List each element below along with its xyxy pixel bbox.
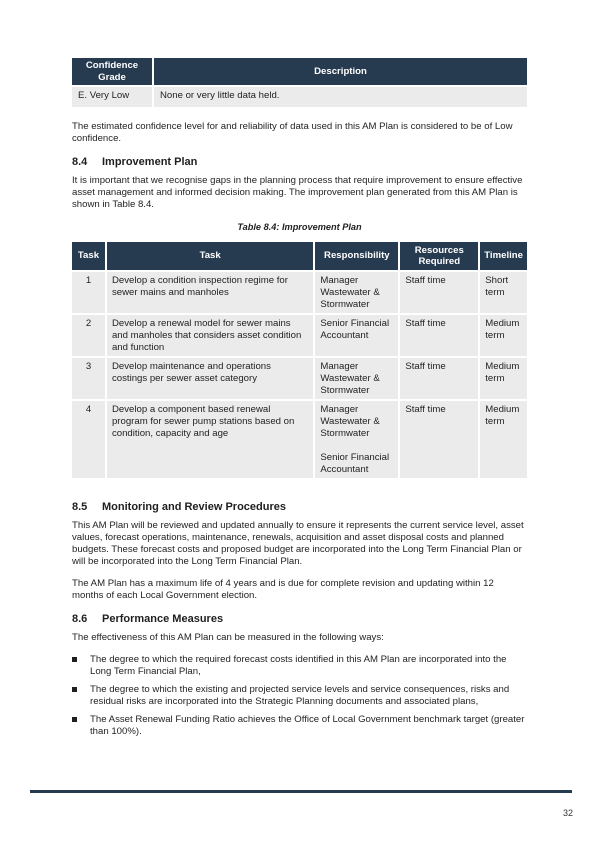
list-item — [72, 714, 527, 738]
table-caption: Table 8.4: Improvement Plan — [237, 222, 362, 232]
improvement-plan-paragraph: It is important that we recognise gaps in the planning process that require improvement to ensure effective asset management and informed decision making. The improvement plan generated from this AM Plan is shown in Table 8.4. — [72, 175, 523, 210]
bullet-square-icon — [72, 717, 77, 722]
task-resources: Staff time — [400, 313, 480, 356]
task-description: Develop a renewal model for sewer mains and manholes that considers asset condition and function — [107, 313, 315, 356]
header-responsibility: Responsibility — [315, 242, 400, 270]
task-number: 2 — [72, 313, 107, 356]
header-timeline: Timeline — [480, 242, 527, 270]
task-responsibility: Senior Financial Accountant — [315, 313, 400, 356]
table-row — [72, 85, 527, 107]
page-number: 32 — [562, 808, 573, 818]
task-responsibility-secondary: Senior Financial Accountant — [320, 452, 390, 475]
section-heading-8-4 — [72, 155, 527, 169]
table-row — [72, 399, 527, 478]
task-resources: Staff time — [400, 356, 480, 399]
section-number: 8.5 — [72, 501, 88, 513]
table-row — [72, 270, 527, 313]
footer-divider — [30, 790, 572, 793]
task-timeline: Medium term — [480, 356, 527, 399]
table-row — [72, 356, 527, 399]
list-item-text: The Asset Renewal Funding Ratio achieves the Office of Local Government benchmark target (greater than 100%). — [90, 714, 525, 737]
header-task-number: Task — [72, 242, 107, 270]
task-number: 4 — [72, 399, 107, 478]
list-item-text: The degree to which the existing and projected service levels and service consequences, risks and residual risks are incorporated into the Strategic Planning documents and associated plans, — [90, 684, 510, 707]
performance-intro: The effectiveness of this AM Plan can be measured in the following ways: — [72, 632, 384, 643]
section-number: 8.4 — [72, 156, 88, 168]
monitoring-paragraph-2: The AM Plan has a maximum life of 4 years and is due for complete revision and updating within 12 months of each Local Government election. — [72, 578, 494, 601]
section-title: Performance Measures — [102, 613, 224, 625]
section-heading-8-6 — [72, 612, 527, 626]
confidence-paragraph: The estimated confidence level for and reliability of data used in this AM Plan is considered to be of Low confidence. — [72, 121, 513, 144]
task-description: Develop maintenance and operations costings per sewer asset category — [107, 356, 315, 399]
task-description: Develop a component based renewal program for sewer pump stations based on condition, capacity and age — [107, 399, 315, 478]
section-number: 8.6 — [72, 613, 88, 625]
section-title: Improvement Plan — [102, 156, 198, 168]
header-confidence-grade: Confidence Grade — [72, 58, 154, 85]
bullet-square-icon — [72, 687, 77, 692]
task-timeline: Medium term — [480, 313, 527, 356]
bullet-square-icon — [72, 657, 77, 662]
list-item-text: The degree to which the required forecast costs identified in this AM Plan are incorporated into the Long Term Financial Plan, — [90, 654, 507, 677]
task-number: 3 — [72, 356, 107, 399]
task-resources: Staff time — [400, 270, 480, 313]
task-description: Develop a condition inspection regime for sewer mains and manholes — [107, 270, 315, 313]
task-timeline: Short term — [480, 270, 527, 313]
list-item — [72, 654, 527, 678]
task-responsibility: Manager Wastewater & Stormwater — [315, 356, 400, 399]
improvement-plan-table — [72, 242, 527, 478]
performance-measures-list — [72, 654, 527, 738]
confidence-grade-table — [72, 58, 527, 107]
section-title: Monitoring and Review Procedures — [102, 501, 286, 513]
task-number: 1 — [72, 270, 107, 313]
header-description: Description — [154, 58, 527, 85]
task-responsibility-cell — [315, 399, 400, 478]
task-timeline: Medium term — [480, 399, 527, 478]
confidence-grade-cell: E. Very Low — [72, 85, 154, 107]
header-task: Task — [107, 242, 315, 270]
task-responsibility: Manager Wastewater & Stormwater — [320, 404, 380, 439]
section-heading-8-5 — [72, 500, 527, 514]
monitoring-paragraph-1: This AM Plan will be reviewed and updated annually to ensure it represents the current service level, asset values, forecast operations, maintenance, renewals, acquisition and asset disposal costs and planned budgets. These forecast costs and proposed budget are incorporated into the Long Term Financial Plan or will be incorporated into the Long Term Financial Plan. — [72, 520, 524, 567]
task-responsibility: Manager Wastewater & Stormwater — [315, 270, 400, 313]
document-page — [72, 58, 527, 744]
list-item — [72, 684, 527, 708]
table-row — [72, 313, 527, 356]
header-resources-required: Resources Required — [400, 242, 480, 270]
description-cell: None or very little data held. — [154, 85, 527, 107]
task-resources: Staff time — [400, 399, 480, 478]
